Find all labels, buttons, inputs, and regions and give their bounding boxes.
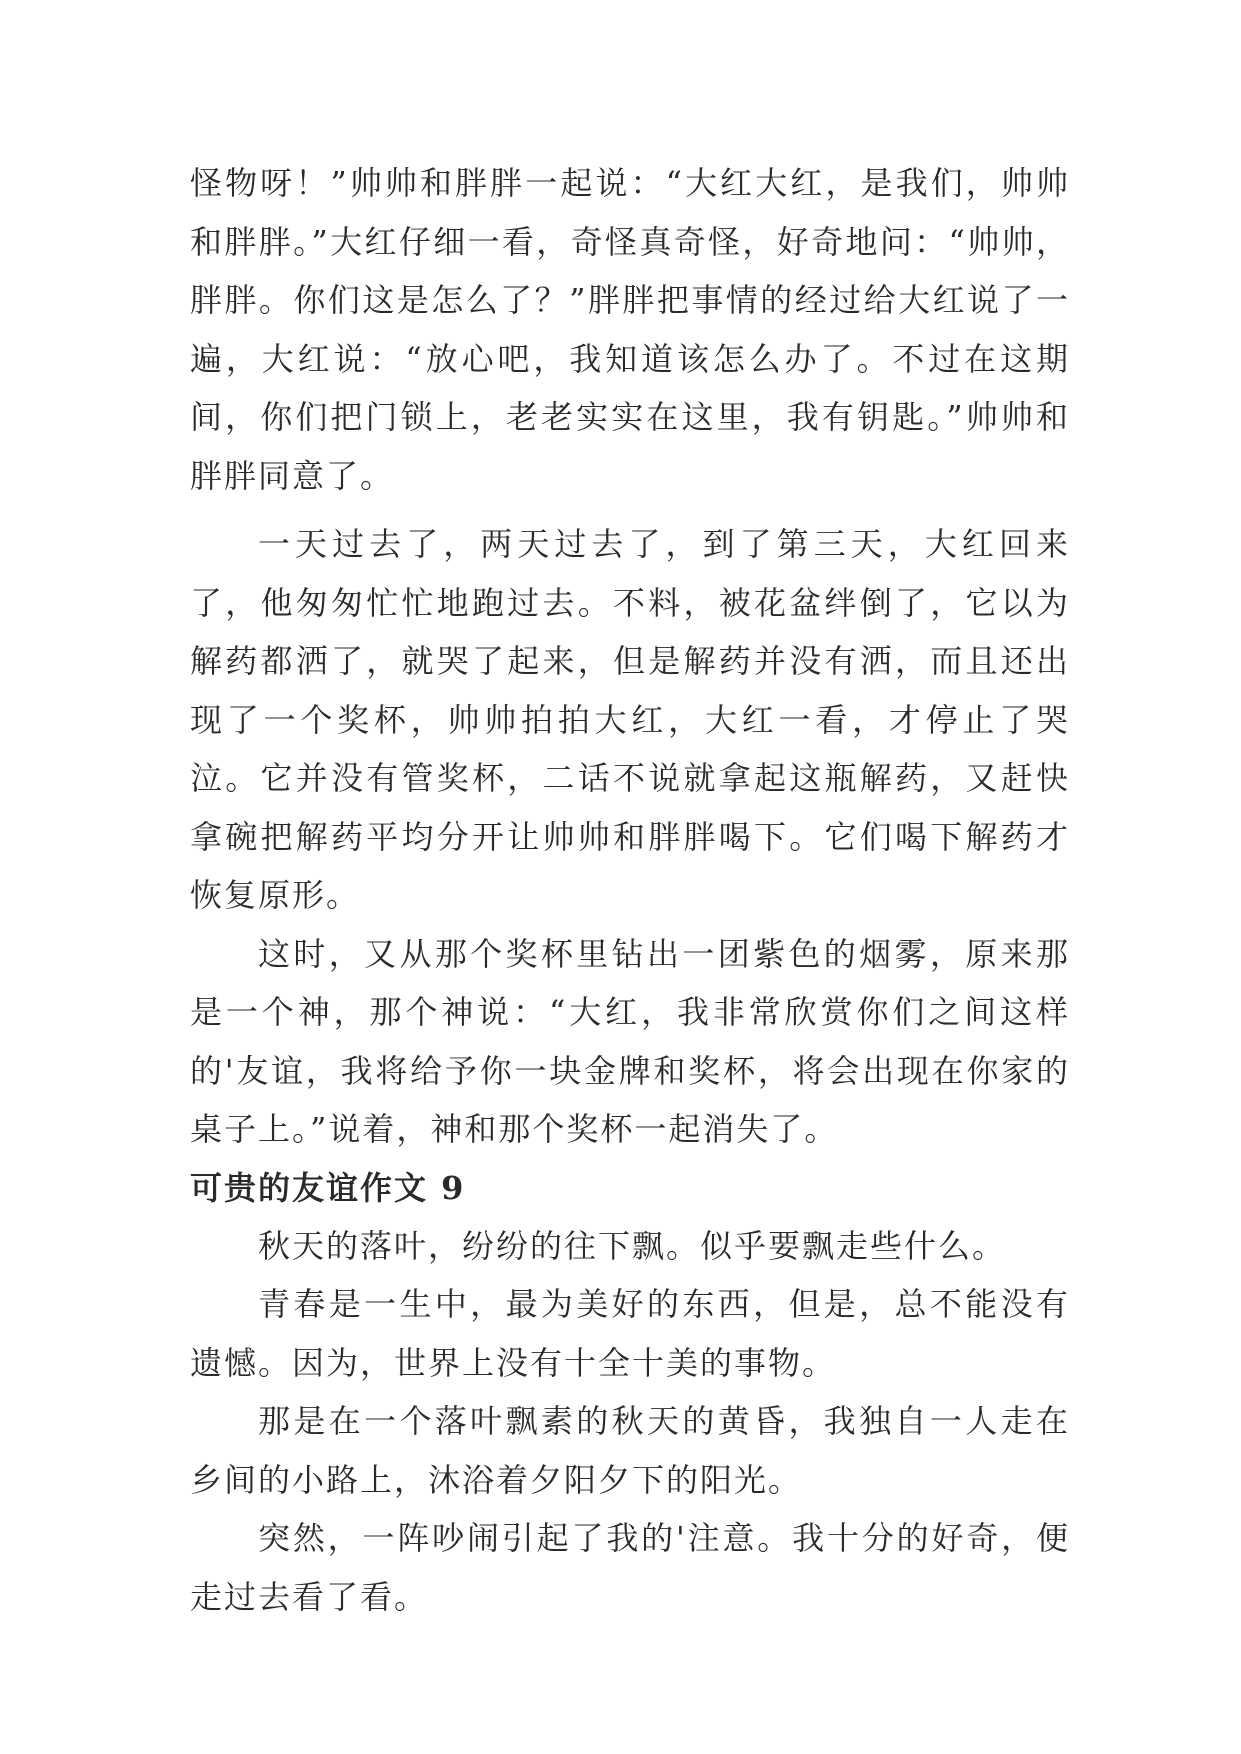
paragraph-1: 怪物呀！”帅帅和胖胖一起说：“大红大红，是我们，帅帅和胖胖。”大红仔细一看，奇怪真奇怪，好奇地问：“帅帅，胖胖。你们这是怎么了？”胖胖把事情的经过给大红说了一遍，大红说：“放心吧，我知道该怎么办了。不过在这期间，你们把门锁上，老老实实在这里，我有钥匙。”帅帅和胖胖同意了。 [190,164,1070,495]
section-paragraph-2: 青春是一生中，最为美好的东西，但是，总不能没有遗憾。因为，世界上没有十全十美的事物。 [190,1285,1070,1382]
section-paragraph-4: 突然，一阵吵闹引起了我的'注意。我十分的好奇，便走过去看了看。 [190,1519,1070,1616]
section-paragraph-3: 那是在一个落叶飘素的秋天的黄昏，我独自一人走在乡间的小路上，沐浴着夕阳夕下的阳光。 [190,1402,1070,1499]
section-title: 可贵的友谊作文 9 [190,1168,466,1207]
paragraph-2: 一天过去了，两天过去了，到了第三天，大红回来了，他匆匆忙忙地跑过去。不料，被花盆绊倒了，它以为解药都洒了，就哭了起来，但是解药并没有洒，而且还出现了一个奖杯，帅帅拍拍大红，大红一看，才停止了哭泣。它并没有管奖杯，二话不说就拿起这瓶解药，又赶快拿碗把解药平均分开让帅帅和胖胖喝下。它们喝下解药才恢复原形。 [190,525,1070,914]
section-paragraph-1: 秋天的落叶，纷纷的往下飘。似乎要飘走些什么。 [258,1226,1007,1265]
document-body [190,154,1070,1626]
paragraph-3: 这时，又从那个奖杯里钻出一团紫色的烟雾，原来那是一个神，那个神说：“大红，我非常欣赏你们之间这样的'友谊，我将给予你一块金牌和奖杯，将会出现在你家的桌子上。”说着，神和那个奖杯一起消失了。 [190,934,1070,1148]
